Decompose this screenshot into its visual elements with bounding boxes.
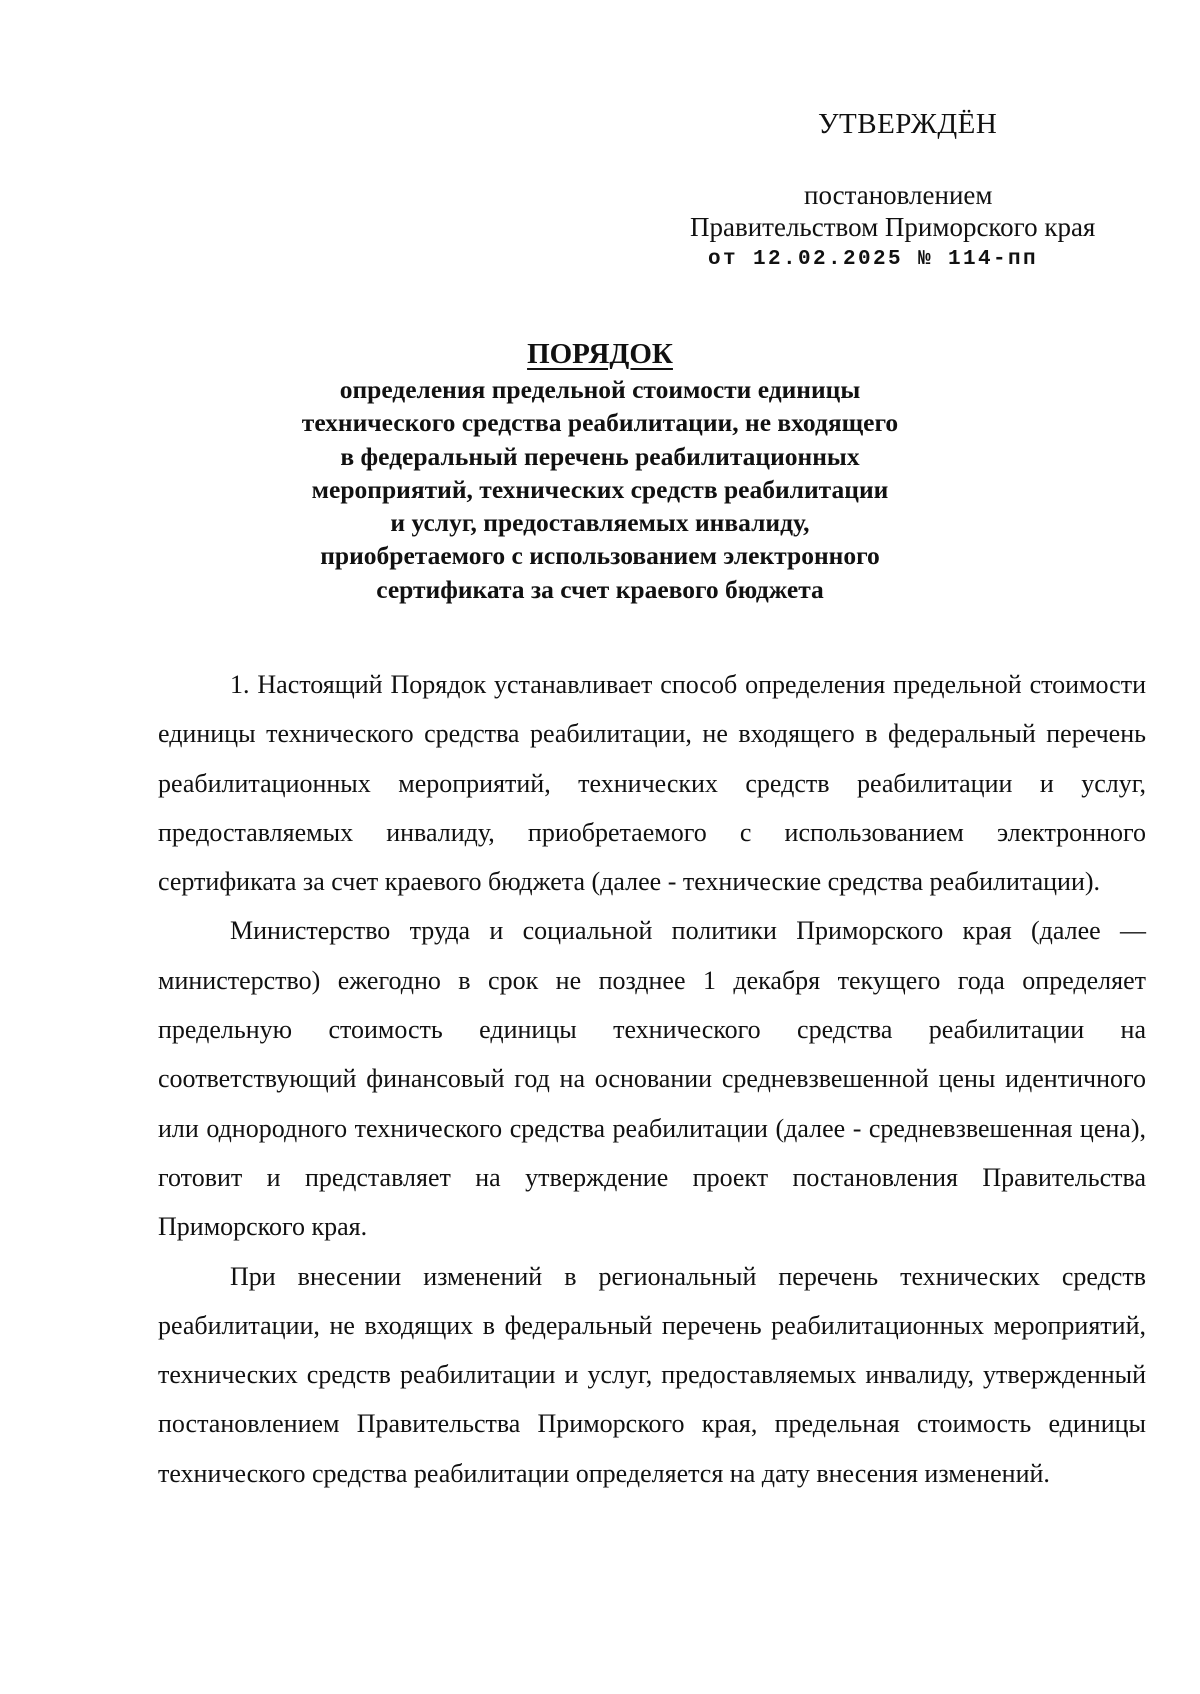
paragraph-2: Министерство труда и социальной политики Приморского края (далее — министерство) ежегодно в срок не позднее 1 декабря текущего года определяет предельную стоимость единицы технического средства реабилитации на соответствующий финансовый год на основании средневзвешенной цены идентичного или однородного технического средства реабилитации (далее - средневзвешенная цена), готовит и представляет на утверждение проект постановления Правительства Приморского края.	[158, 916, 1146, 1242]
approval-date-number: от 12.02.2025 № 114-пп	[708, 248, 1039, 271]
subtitle-line: и услуг, предоставляемых инвалиду,	[390, 508, 810, 538]
document-title-block	[150, 335, 1050, 606]
paragraph-1: 1. Настоящий Порядок устанавливает способ определения предельной стоимости единицы технического средства реабилитации, не входящего в федеральный перечень реабилитационных мероприятий, технических средств реабилитации и услуг, предоставляемых инвалиду, приобретаемого с использованием электронного сертификата за счет краевого бюджета (далее - технические средства реабилитации).	[158, 670, 1146, 897]
subtitle-line: сертификата за счет краевого бюджета	[376, 574, 824, 604]
subtitle-line: технического средства реабилитации, не входящего	[301, 408, 899, 438]
subtitle-line: в федеральный перечень реабилитационных	[340, 441, 860, 471]
subtitle-line: приобретаемого с использованием электронного	[320, 541, 880, 571]
subtitle-line: мероприятий, технических средств реабилитации	[311, 474, 889, 504]
approval-authority: Правительством Приморского края	[690, 212, 1096, 242]
document-title: ПОРЯДОК	[527, 338, 673, 370]
document-body	[158, 660, 1146, 1498]
approved-stamp-word: УТВЕРЖДЁН	[818, 108, 998, 140]
subtitle-line: определения предельной стоимости единицы	[339, 375, 861, 404]
approval-resolution-label: постановлением	[804, 180, 993, 210]
paragraph-3: При внесении изменений в региональный перечень технических средств реабилитации, не входящих в федеральный перечень реабилитационных мероприятий, технических средств реабилитации и услуг, предоставляемых инвалиду, утвержденный постановлением Правительства Приморского края, предельная стоимость единицы технического средства реабилитации определяется на дату внесения изменений.	[158, 1261, 1146, 1488]
